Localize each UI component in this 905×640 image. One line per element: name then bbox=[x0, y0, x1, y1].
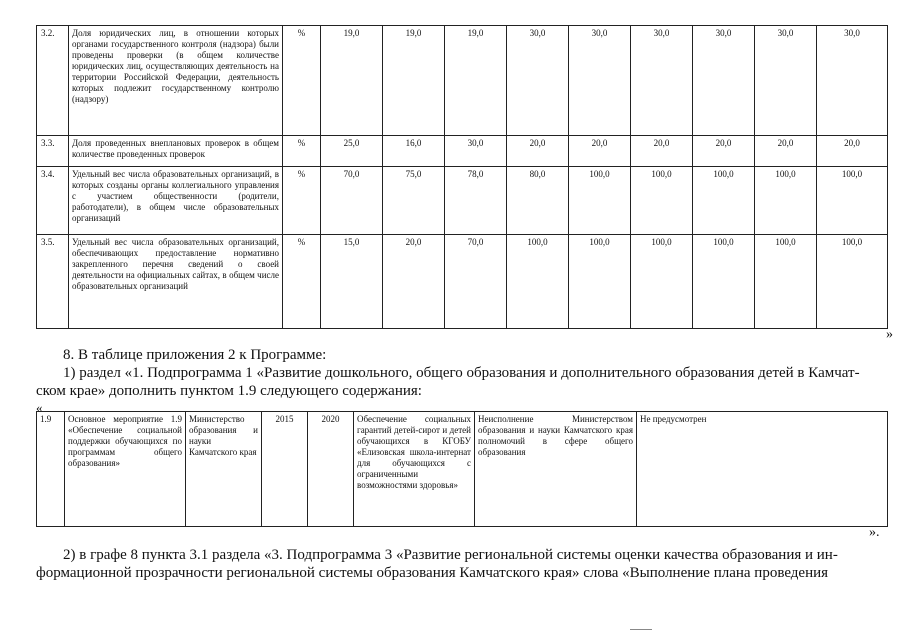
value-cell: 30,0 bbox=[445, 136, 507, 167]
row-number: 3.2. bbox=[37, 26, 69, 136]
unit-cell: % bbox=[283, 136, 321, 167]
value-cell: 20,0 bbox=[693, 136, 755, 167]
indicator-description: Доля юридических лиц, в отношении которых органами государственного контроля (надзора) были проведены проверки (в общем количестве юридических лиц, осуществляющих деятельность на территории Российской Федерации, деятельность которых подлежит государственному контролю (надзору) bbox=[69, 26, 283, 136]
consequence-cell: Неисполнение Министерством образования и науки Камчатского края полномочий в сфере общего образования bbox=[475, 412, 637, 527]
row-number: 1.9 bbox=[37, 412, 65, 527]
indicator-description: Удельный вес числа образовательных организаций, в которых созданы органы коллегиального управления с участием общественности (родители, работодатели), в общем числе образовательных организаций bbox=[69, 167, 283, 235]
value-cell: 100,0 bbox=[507, 235, 569, 329]
value-cell: 16,0 bbox=[383, 136, 445, 167]
value-cell: 80,0 bbox=[507, 167, 569, 235]
table-row bbox=[37, 167, 888, 235]
value-cell: 25,0 bbox=[321, 136, 383, 167]
value-cell: 100,0 bbox=[817, 167, 888, 235]
value-cell: 100,0 bbox=[631, 167, 693, 235]
indicator-description: Доля проведенных внеплановых проверок в общем количестве проведенных проверок bbox=[69, 136, 283, 167]
opening-quote: « bbox=[36, 400, 43, 415]
start-year-cell: 2015 bbox=[262, 412, 308, 527]
value-cell: 30,0 bbox=[631, 26, 693, 136]
value-cell: 20,0 bbox=[631, 136, 693, 167]
value-cell: 100,0 bbox=[631, 235, 693, 329]
value-cell: 19,0 bbox=[321, 26, 383, 136]
value-cell: 30,0 bbox=[693, 26, 755, 136]
value-cell: 20,0 bbox=[383, 235, 445, 329]
result-cell: Обеспечение социальных гарантий детей-сирот и детей обучающихся в КГОБУ «Елизовская школа-интернат для обучающихся с ограниченными возможностями здоровья» bbox=[354, 412, 475, 527]
unit-cell: % bbox=[283, 235, 321, 329]
link-cell: Не предусмотрен bbox=[637, 412, 888, 527]
row-number: 3.3. bbox=[37, 136, 69, 167]
value-cell: 19,0 bbox=[445, 26, 507, 136]
paragraph-sub2-line1: 2) в графе 8 пункта 3.1 раздела «3. Подпрограмма 3 «Развитие региональной системы оценки качества образования и ин- bbox=[63, 547, 838, 563]
value-cell: 15,0 bbox=[321, 235, 383, 329]
paragraph-sub1-line2: ском крае» дополнить пунктом 1.9 следующего содержания: bbox=[36, 383, 422, 399]
end-year-cell: 2020 bbox=[308, 412, 354, 527]
value-cell: 70,0 bbox=[445, 235, 507, 329]
row-number: 3.4. bbox=[37, 167, 69, 235]
event-cell: Основное мероприятие 1.9 «Обеспечение социальной поддержки обучающихся по программам общего образования» bbox=[65, 412, 186, 527]
paragraph-sub1-line1: 1) раздел «1. Подпрограмма 1 «Развитие дошкольного, общего образования и дополнительного образования детей в Камчат- bbox=[63, 365, 860, 381]
unit-cell: % bbox=[283, 26, 321, 136]
value-cell: 100,0 bbox=[693, 167, 755, 235]
executor-cell: Министерство образования и науки Камчатского края bbox=[186, 412, 262, 527]
value-cell: 100,0 bbox=[755, 167, 817, 235]
indicators-table bbox=[36, 25, 888, 329]
value-cell: 20,0 bbox=[569, 136, 631, 167]
table-row bbox=[37, 136, 888, 167]
paragraph-item-8: 8. В таблице приложения 2 к Программе: bbox=[63, 347, 327, 363]
value-cell: 100,0 bbox=[569, 235, 631, 329]
value-cell: 30,0 bbox=[569, 26, 631, 136]
value-cell: 70,0 bbox=[321, 167, 383, 235]
value-cell: 20,0 bbox=[817, 136, 888, 167]
value-cell: 30,0 bbox=[507, 26, 569, 136]
value-cell: 30,0 bbox=[755, 26, 817, 136]
measures-table bbox=[36, 411, 888, 527]
paragraph-sub2-line2: формационной прозрачности региональной системы образования Камчатского края» слова «Выполнение плана проведения bbox=[36, 565, 829, 581]
value-cell: 100,0 bbox=[693, 235, 755, 329]
closing-quote-2: ». bbox=[869, 525, 880, 540]
table-row bbox=[37, 235, 888, 329]
unit-cell: % bbox=[283, 167, 321, 235]
value-cell: 100,0 bbox=[755, 235, 817, 329]
indicator-description: Удельный вес числа образовательных организаций, обеспечивающих предоставление нормативно закрепленного перечня сведений о своей деятельности на официальных сайтах, в общем числе образовательных организаций bbox=[69, 235, 283, 329]
value-cell: 30,0 bbox=[817, 26, 888, 136]
table-row bbox=[37, 26, 888, 136]
value-cell: 100,0 bbox=[569, 167, 631, 235]
value-cell: 75,0 bbox=[383, 167, 445, 235]
value-cell: 78,0 bbox=[445, 167, 507, 235]
value-cell: 100,0 bbox=[817, 235, 888, 329]
scan-artifact bbox=[630, 629, 652, 630]
value-cell: 20,0 bbox=[507, 136, 569, 167]
value-cell: 19,0 bbox=[383, 26, 445, 136]
closing-quote: » bbox=[886, 327, 893, 342]
value-cell: 20,0 bbox=[755, 136, 817, 167]
row-number: 3.5. bbox=[37, 235, 69, 329]
table-row bbox=[37, 412, 888, 527]
